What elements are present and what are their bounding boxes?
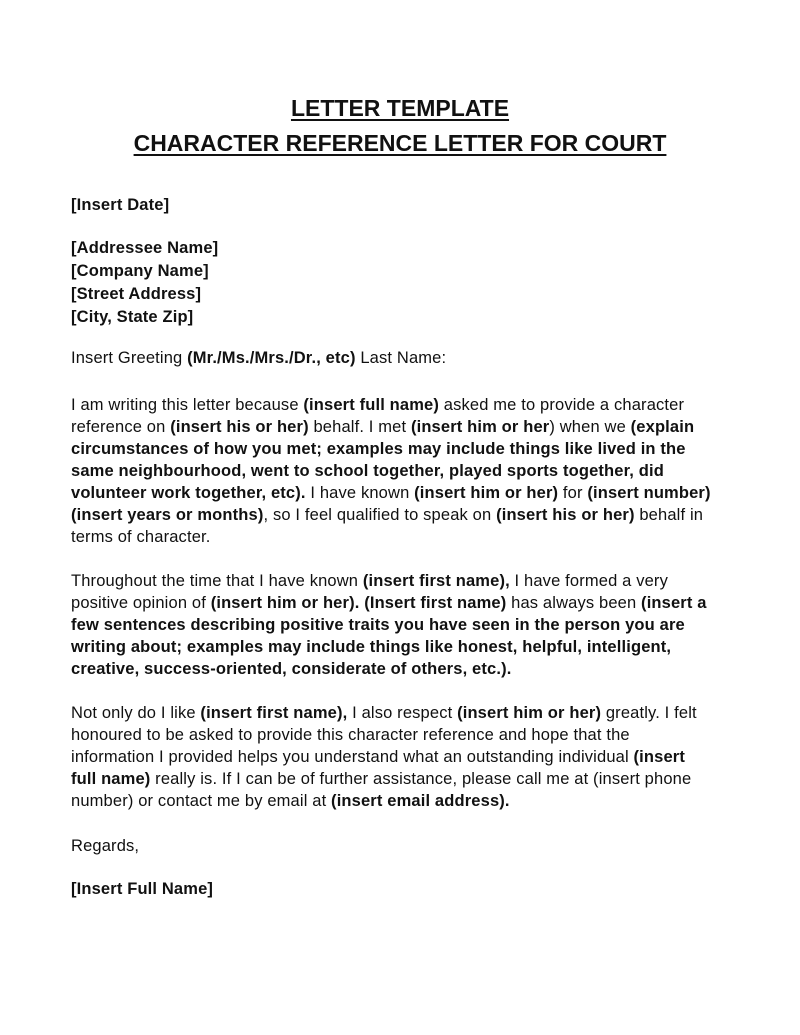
placeholder-text: (insert him or her): [457, 704, 602, 722]
paragraph-2-line: [71, 636, 671, 658]
body-text: for: [558, 484, 588, 502]
body-text: I also respect: [347, 704, 458, 722]
body-text: terms of character.: [71, 528, 211, 546]
document-subtitle: CHARACTER REFERENCE LETTER FOR COURT: [133, 130, 667, 156]
body-text: really is. If I can be of further assistance, please call me at (insert phone: [150, 770, 692, 788]
addressee-name: [Addressee Name]: [71, 239, 219, 257]
placeholder-text: (insert him or her). (Insert first name): [210, 594, 507, 612]
date-placeholder: [Insert Date]: [71, 196, 170, 214]
paragraph-1-line: [71, 438, 686, 460]
paragraph-3-line: [71, 724, 630, 746]
placeholder-text: full name): [71, 770, 151, 788]
placeholder-text: (explain: [630, 418, 695, 436]
paragraph-3-line: [71, 768, 691, 790]
placeholder-text: (insert first name),: [200, 704, 348, 722]
body-text: greatly. I felt: [601, 704, 697, 722]
placeholder-text: (insert his or her): [496, 506, 635, 524]
placeholder-text: (insert first name),: [362, 572, 510, 590]
placeholder-text: circumstances of how you met; examples may include things like lived in the: [71, 440, 686, 458]
body-text: asked me to provide a character: [439, 396, 685, 414]
body-text: Not only do I like: [71, 704, 201, 722]
city-state-zip: [City, State Zip]: [71, 308, 194, 326]
placeholder-text: (insert his or her): [170, 418, 309, 436]
company-name: [Company Name]: [71, 262, 209, 280]
paragraph-2-line: [71, 614, 685, 636]
greeting: [71, 347, 446, 369]
placeholder-text: (insert full name): [303, 396, 440, 414]
placeholder-text: (insert him or her: [410, 418, 550, 436]
paragraph-2-line: [71, 570, 668, 592]
street-address: [Street Address]: [71, 285, 202, 303]
body-text: Last Name:: [355, 349, 447, 367]
placeholder-text: (insert him or her): [414, 484, 559, 502]
paragraph-3-line: [71, 790, 510, 812]
body-text: I am writing this letter because: [71, 396, 304, 414]
placeholder-text: few sentences describing positive traits you have seen in the person you are: [71, 616, 685, 634]
paragraph-1-line: [71, 482, 711, 504]
body-text: Insert Greeting: [71, 349, 188, 367]
body-text: behalf. I met: [308, 418, 411, 436]
placeholder-text: volunteer work together, etc).: [71, 484, 306, 502]
paragraph-1-line: [71, 394, 684, 416]
body-text: number) or contact me by email at: [71, 792, 332, 810]
paragraph-2-line: [71, 658, 511, 680]
paragraph-3-line: [71, 702, 697, 724]
placeholder-text: (Mr./Ms./Mrs./Dr., etc): [187, 349, 356, 367]
paragraph-1-line: [71, 526, 210, 548]
paragraph-1-line: [71, 460, 664, 482]
signature-placeholder: [Insert Full Name]: [71, 880, 214, 898]
paragraph-1-line: [71, 504, 703, 526]
body-text: reference on: [71, 418, 171, 436]
placeholder-text: writing about; examples may include things like honest, helpful, intelligent,: [71, 638, 672, 656]
paragraph-3-line: [71, 746, 685, 768]
body-text: ) when we: [549, 418, 631, 436]
placeholder-text: (insert: [633, 748, 686, 766]
body-text: , so I feel qualified to speak on: [263, 506, 497, 524]
body-text: behalf in: [634, 506, 704, 524]
placeholder-text: creative, success-oriented, considerate of others, etc.).: [71, 660, 512, 678]
placeholder-text: same neighbourhood, went to school together, played sports together, did: [71, 462, 664, 480]
body-text: information I provided helps you understand what an outstanding individual: [71, 748, 634, 766]
body-text: I have known: [305, 484, 415, 502]
body-text: honoured to be asked to provide this character reference and hope that the: [71, 726, 630, 744]
document-title: LETTER TEMPLATE: [290, 95, 510, 121]
body-text: positive opinion of: [71, 594, 211, 612]
paragraph-1-line: [71, 416, 694, 438]
closing: Regards,: [71, 837, 140, 855]
placeholder-text: (insert years or months): [71, 506, 264, 524]
body-text: I have formed a very: [509, 572, 668, 590]
placeholder-text: (insert a: [641, 594, 707, 612]
placeholder-text: (insert number): [587, 484, 711, 502]
body-text: has always been: [506, 594, 642, 612]
body-text: Throughout the time that I have known: [71, 572, 363, 590]
paragraph-2-line: [71, 592, 707, 614]
placeholder-text: (insert email address).: [331, 792, 510, 810]
